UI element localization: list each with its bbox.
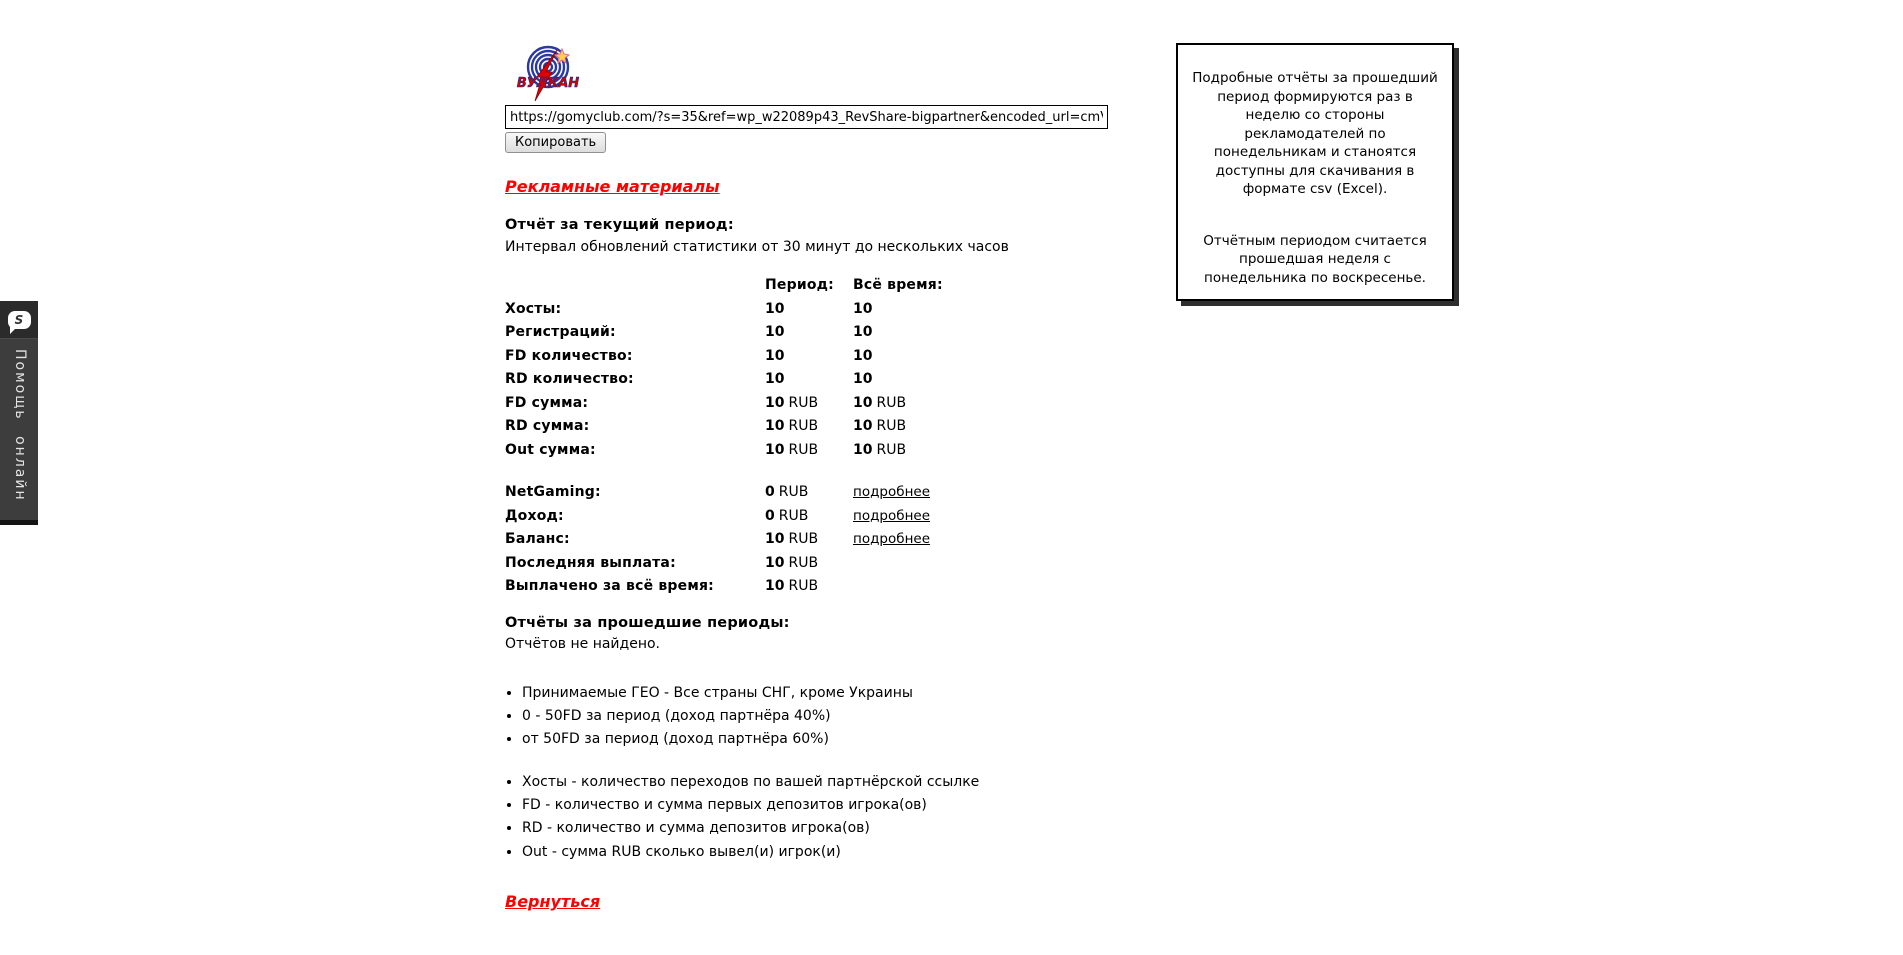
total-value: 10 RUB xyxy=(765,554,819,571)
row-label: Баланс: xyxy=(505,531,570,547)
past-reports-title: Отчёты за прошедшие периоды: xyxy=(505,614,790,631)
row-label: FD количество: xyxy=(505,347,633,364)
promo-materials-link[interactable]: Рекламные материалы xyxy=(505,177,720,196)
table-row xyxy=(505,442,1165,466)
info-paragraph: Отчётным периодом считается прошедшая неделя с понедельника по воскресенье. xyxy=(1203,232,1427,286)
column-period: Период: xyxy=(765,277,834,293)
totals-table xyxy=(505,484,1165,602)
glossary-list xyxy=(505,774,1165,868)
terms-list xyxy=(505,685,1165,755)
alltime-value: 10 RUB xyxy=(853,441,907,458)
online-help-label[interactable] xyxy=(0,339,38,520)
period-value: 10 xyxy=(765,324,785,340)
alltime-value: 10 RUB xyxy=(853,394,907,411)
list-item: • Хосты - количество переходов по вашей партнёрской ссылке xyxy=(522,774,1165,797)
row-label: Хосты: xyxy=(505,300,562,317)
current-report-title: Отчёт за текущий период: xyxy=(505,217,734,233)
table-row xyxy=(505,484,1165,508)
table-row xyxy=(505,301,1165,325)
list-item: • RD - количество и сумма депозитов игрока(ов) xyxy=(522,820,1165,843)
list-item: • 0 - 50FD за период (доход партнёра 40%) xyxy=(522,708,1165,731)
widget-bottom-strip xyxy=(0,520,38,525)
row-label: FD сумма: xyxy=(505,394,589,411)
table-row xyxy=(505,348,1165,372)
row-label: Последняя выплата: xyxy=(505,554,676,571)
vulkan-logo-image xyxy=(516,44,580,104)
list-item: • от 50FD за период (доход партнёра 60%) xyxy=(522,731,1165,754)
table-row xyxy=(505,324,1165,348)
total-value: 10 RUB xyxy=(765,578,819,594)
period-value: 10 xyxy=(765,371,785,387)
period-value: 10 RUB xyxy=(765,394,819,411)
copy-button[interactable]: Копировать xyxy=(505,132,606,153)
table-row xyxy=(505,531,1165,555)
table-row xyxy=(505,578,1165,602)
weekly-reports-info-box xyxy=(1176,43,1454,301)
details-link[interactable]: подробнее xyxy=(853,531,931,547)
row-label: NetGaming: xyxy=(505,484,601,500)
row-label: Выплачено за всё время: xyxy=(505,578,714,594)
row-label: RD количество: xyxy=(505,371,634,387)
online-help-label-text: Помощь онлайн xyxy=(12,349,28,502)
total-value: 0 RUB xyxy=(765,484,809,500)
alltime-value: 10 xyxy=(853,300,873,317)
stats-table xyxy=(505,277,1165,465)
referral-url-input[interactable] xyxy=(505,105,1108,129)
chat-bubble-glyph: S xyxy=(8,311,31,329)
period-value: 10 RUB xyxy=(765,441,819,458)
table-row xyxy=(505,395,1165,419)
alltime-value: 10 xyxy=(853,347,873,364)
chat-bubble-icon[interactable] xyxy=(0,301,38,339)
row-label: Регистраций: xyxy=(505,324,616,340)
total-value: 10 RUB xyxy=(765,531,819,547)
logo-text: ВУЛКАН xyxy=(516,76,580,91)
table-row xyxy=(505,371,1165,395)
past-reports-empty: Отчётов не найдено. xyxy=(505,635,660,652)
current-report-subtitle: Интервал обновлений статистики от 30 минут до нескольких часов xyxy=(505,239,1009,255)
alltime-value: 10 xyxy=(853,324,873,340)
back-link[interactable]: Вернуться xyxy=(505,892,601,912)
list-item: • Out - сумма RUB сколько вывел(и) игрок(и) xyxy=(522,844,1165,867)
period-value: 10 xyxy=(765,300,785,317)
details-link[interactable]: подробнее xyxy=(853,484,931,500)
vulkan-logo xyxy=(516,44,580,104)
column-all-time: Всё время: xyxy=(853,277,943,293)
total-value: 0 RUB xyxy=(765,507,809,524)
table-row xyxy=(505,555,1165,579)
list-item: • Принимаемые ГЕО - Все страны СНГ, кроме Украины xyxy=(522,685,1165,708)
list-item: • FD - количество и сумма первых депозитов игрока(ов) xyxy=(522,797,1165,820)
period-value: 10 xyxy=(765,347,785,364)
period-value: 10 RUB xyxy=(765,418,819,434)
alltime-value: 10 xyxy=(853,371,873,387)
main-content xyxy=(505,44,1165,911)
table-row xyxy=(505,508,1165,532)
row-label: Доход: xyxy=(505,507,564,524)
details-link[interactable]: подробнее xyxy=(853,507,931,524)
info-paragraph: Подробные отчёты за прошедший период формируются раз в неделю со стороны рекламодателей по понедельникам и станоятся доступны для скачивания в формате csv (Excel). xyxy=(1192,70,1438,197)
stats-header-row xyxy=(505,277,1165,301)
table-row xyxy=(505,418,1165,442)
online-help-widget[interactable] xyxy=(0,301,38,525)
row-label: Out сумма: xyxy=(505,441,596,458)
alltime-value: 10 RUB xyxy=(853,418,907,434)
row-label: RD сумма: xyxy=(505,418,590,434)
